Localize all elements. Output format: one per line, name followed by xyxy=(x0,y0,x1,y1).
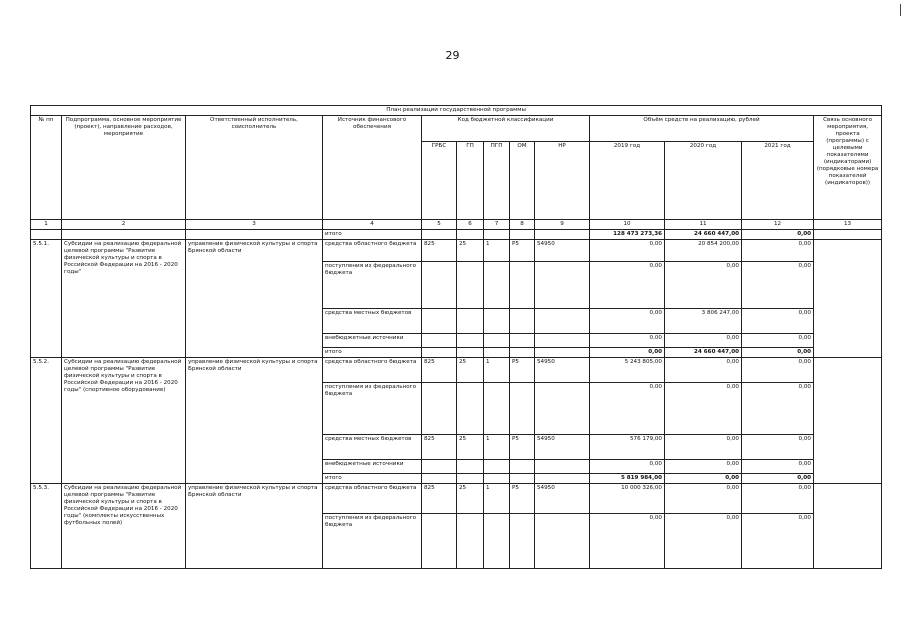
value-2020: 0,00 xyxy=(665,459,742,473)
value-2019: 0,00 xyxy=(590,459,665,473)
code-grbs: 825 xyxy=(422,357,457,382)
code-gp xyxy=(457,382,484,434)
code-grbs xyxy=(422,382,457,434)
section-number: 5.5.2. xyxy=(31,357,62,483)
header-2021: 2021 год xyxy=(742,141,814,219)
code-np: 54950 xyxy=(535,357,590,382)
value-2021: 0,00 xyxy=(742,357,814,382)
code-pgp xyxy=(484,261,510,308)
funding-source: внебюджетные источники xyxy=(323,459,422,473)
col-number: 6 xyxy=(457,219,484,229)
code-gp: 25 xyxy=(457,434,484,459)
value-2020: 0,00 xyxy=(665,382,742,434)
header-source: Источник финансового обеспечения xyxy=(323,115,422,219)
header-2019: 2019 год xyxy=(590,141,665,219)
value-2019: 5 243 805,00 xyxy=(590,357,665,382)
code-grbs xyxy=(422,261,457,308)
value-2020: 20 854 200,00 xyxy=(665,239,742,261)
code-np: 54950 xyxy=(535,483,590,513)
value-2019: 0,00 xyxy=(590,382,665,434)
header-np: НР xyxy=(535,141,590,219)
code-grbs: 825 xyxy=(422,483,457,513)
col-number: 1 xyxy=(31,219,62,229)
code-np: 54950 xyxy=(535,434,590,459)
code-om xyxy=(510,513,535,568)
total-label: итого xyxy=(323,347,422,357)
section-name: Субсидии на реализацию федеральной целевой программы "Развитие физической культуры и спорта в Российской Федерации на 2016 - 2020 годы" (спортивное оборудование) xyxy=(62,357,186,483)
header-om: ОМ xyxy=(510,141,535,219)
value-2020: 0,00 xyxy=(665,357,742,382)
col-number: 4 xyxy=(323,219,422,229)
code-pgp xyxy=(484,459,510,473)
value-2021: 0,00 xyxy=(742,261,814,308)
value-2020: 0,00 xyxy=(665,513,742,568)
code-gp xyxy=(457,308,484,333)
code-om xyxy=(510,261,535,308)
code-om xyxy=(510,333,535,347)
value-2020: 0,00 xyxy=(665,261,742,308)
value-2021: 0,00 xyxy=(742,382,814,434)
funding-source: средства местных бюджетов xyxy=(323,434,422,459)
code-np xyxy=(535,382,590,434)
total-label: итого xyxy=(323,229,422,239)
code-pgp xyxy=(484,513,510,568)
header-2020: 2020 год xyxy=(665,141,742,219)
code-np xyxy=(535,333,590,347)
total-label: итого xyxy=(323,473,422,483)
table-row xyxy=(31,239,882,261)
header-num: № пп xyxy=(31,115,62,219)
value-2019: 0,00 xyxy=(590,261,665,308)
col-number: 5 xyxy=(422,219,457,229)
col-number: 11 xyxy=(665,219,742,229)
col-number: 10 xyxy=(590,219,665,229)
code-pgp xyxy=(484,382,510,434)
code-om xyxy=(510,382,535,434)
total-2020: 24 660 447,00 xyxy=(665,229,742,239)
total-2021: 0,00 xyxy=(742,347,814,357)
header-executor: Ответственный исполнитель, соисполнитель xyxy=(186,115,323,219)
value-2019: 0,00 xyxy=(590,239,665,261)
section-name: Субсидии на реализацию федеральной целевой программы "Развитие физической культуры и спорта в Российской Федерации на 2016 - 2020 годы" (комплекты искусственных футбольных полей) xyxy=(62,483,186,568)
funding-source: поступления из федерального бюджета xyxy=(323,261,422,308)
funding-source: поступления из федерального бюджета xyxy=(323,382,422,434)
code-pgp: 1 xyxy=(484,239,510,261)
total-2019: 0,00 xyxy=(590,347,665,357)
code-om: P5 xyxy=(510,483,535,513)
col-number: 9 xyxy=(535,219,590,229)
header-grbs: ГРБС xyxy=(422,141,457,219)
table-row xyxy=(31,357,882,382)
funding-source: средства местных бюджетов xyxy=(323,308,422,333)
code-grbs xyxy=(422,513,457,568)
value-2019: 0,00 xyxy=(590,308,665,333)
code-np xyxy=(535,261,590,308)
funding-source: средства областного бюджета xyxy=(323,357,422,382)
value-2019: 10 000 326,00 xyxy=(590,483,665,513)
code-pgp xyxy=(484,308,510,333)
value-2020: 0,00 xyxy=(665,434,742,459)
section-name: Субсидии на реализацию федеральной целевой программы "Развитие физической культуры и спорта в Российской Федерации на 2016 - 2020 годы" xyxy=(62,239,186,357)
total-2019: 5 819 984,00 xyxy=(590,473,665,483)
code-om: P5 xyxy=(510,239,535,261)
code-om xyxy=(510,308,535,333)
table-title: План реализации государственной программы xyxy=(31,106,882,116)
code-grbs: 825 xyxy=(422,239,457,261)
value-2021: 0,00 xyxy=(742,483,814,513)
total-2021: 0,00 xyxy=(742,473,814,483)
code-np xyxy=(535,513,590,568)
section-number: 5.5.3. xyxy=(31,483,62,568)
edge-mark xyxy=(900,4,901,16)
header-budget-code: Код бюджетной классификации xyxy=(422,115,590,141)
value-2021: 0,00 xyxy=(742,459,814,473)
code-grbs xyxy=(422,333,457,347)
code-om: P5 xyxy=(510,357,535,382)
total-2020: 24 660 447,00 xyxy=(665,347,742,357)
column-number-row xyxy=(31,219,882,229)
table-row xyxy=(31,483,882,513)
code-om: P5 xyxy=(510,434,535,459)
section-executor: управление физической культуры и спорта Брянской области xyxy=(186,357,323,483)
code-pgp xyxy=(484,333,510,347)
code-gp xyxy=(457,513,484,568)
col-number: 2 xyxy=(62,219,186,229)
code-pgp: 1 xyxy=(484,434,510,459)
funding-source: внебюджетные источники xyxy=(323,333,422,347)
code-gp: 25 xyxy=(457,483,484,513)
page-number: 29 xyxy=(445,49,460,62)
top-total-row xyxy=(31,229,882,239)
funding-source: средства областного бюджета xyxy=(323,239,422,261)
code-om xyxy=(510,459,535,473)
header-pgp: ПГП xyxy=(484,141,510,219)
code-pgp: 1 xyxy=(484,483,510,513)
code-gp: 25 xyxy=(457,357,484,382)
funding-source: поступления из федерального бюджета xyxy=(323,513,422,568)
total-2020: 0,00 xyxy=(665,473,742,483)
code-grbs xyxy=(422,459,457,473)
code-gp xyxy=(457,333,484,347)
indicator-link-cell xyxy=(814,357,882,483)
header-subprogram: Подпрограмма, основное мероприятие (проект), направление расходов, мероприятие xyxy=(62,115,186,219)
code-gp: 25 xyxy=(457,239,484,261)
code-np xyxy=(535,308,590,333)
value-2021: 0,00 xyxy=(742,333,814,347)
funding-source: средства областного бюджета xyxy=(323,483,422,513)
value-2021: 0,00 xyxy=(742,239,814,261)
total-2021: 0,00 xyxy=(742,229,814,239)
value-2021: 0,00 xyxy=(742,434,814,459)
code-gp xyxy=(457,261,484,308)
code-np: 54950 xyxy=(535,239,590,261)
code-gp xyxy=(457,459,484,473)
value-2021: 0,00 xyxy=(742,308,814,333)
value-2020: 3 806 247,00 xyxy=(665,308,742,333)
col-number: 12 xyxy=(742,219,814,229)
col-number: 8 xyxy=(510,219,535,229)
code-pgp: 1 xyxy=(484,357,510,382)
value-2019: 0,00 xyxy=(590,333,665,347)
section-number: 5.5.1. xyxy=(31,239,62,357)
value-2021: 0,00 xyxy=(742,513,814,568)
indicator-link-cell xyxy=(814,239,882,357)
total-2019: 128 473 273,36 xyxy=(590,229,665,239)
indicator-link-cell xyxy=(814,483,882,568)
section-executor: управление физической культуры и спорта Брянской области xyxy=(186,483,323,568)
value-2020: 0,00 xyxy=(665,483,742,513)
value-2019: 0,00 xyxy=(590,513,665,568)
code-grbs: 825 xyxy=(422,434,457,459)
header-gp: ГП xyxy=(457,141,484,219)
value-2019: 576 179,00 xyxy=(590,434,665,459)
code-grbs xyxy=(422,308,457,333)
header-volume: Объём средств на реализацию, рублей xyxy=(590,115,814,141)
header-indicator-link: Связь основного мероприятия, проекта (программы) с целевыми показателями (индикаторами) (порядковые номера показателей (индикаторов)) xyxy=(814,115,882,219)
code-np xyxy=(535,459,590,473)
section-executor: управление физической культуры и спорта Брянской области xyxy=(186,239,323,357)
value-2020: 0,00 xyxy=(665,333,742,347)
col-number: 7 xyxy=(484,219,510,229)
col-number: 13 xyxy=(814,219,882,229)
program-plan-table xyxy=(30,105,882,569)
col-number: 3 xyxy=(186,219,323,229)
